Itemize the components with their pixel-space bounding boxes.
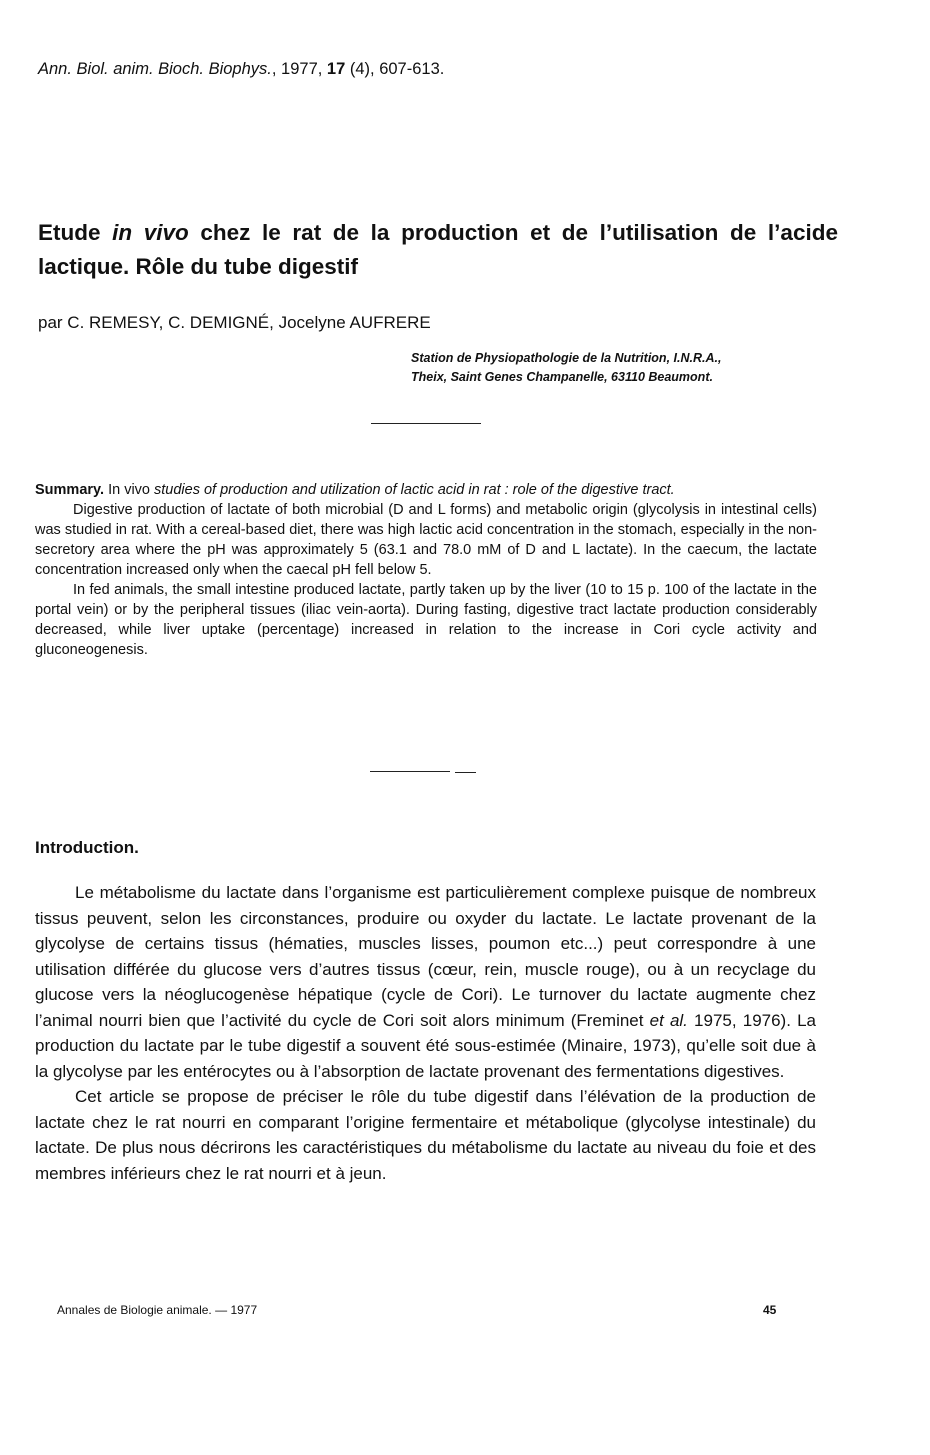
intro-p1-before: Le métabolisme du lactate dans l’organisme est particulièrement complexe puisque de nombreux tissus peuvent, selon les circonstances, produire ou oxyder du lactate. Le lactate provenant de la glycolyse de certains tissus (hématies, muscles lisses, poumon etc...) peut correspondre à une utilisation différée du glucose vers d’autres tissus (cœur, rein, muscle rouge), ou à un recyclage du glucose vers la néoglucogenèse hépatique (cycle de Cori). Le turnover du lactate augmente chez l’animal nourri bien que l’activité du cycle de Cori soit alors minimum (Freminet (35, 883, 816, 1030)
intro-p1-after: 1975, 1976). La production du lactate par le tube digestif a souvent été sous-estimée (Minaire, 1973), qu’elle soit due à la glycolyse par les entérocytes ou à l’absorption de lactate provenant des fermentations digestives. (35, 1010, 816, 1081)
intro-p1-etal: et al. (649, 1010, 688, 1030)
summary-paragraph-2: In fed animals, the small intestine produced lactate, partly taken up by the liver (10 to 15 p. 100 of the lactate in the portal vein) or by the peripheral tissues (iliac vein-aorta). During fasting, digestive tract lactate production considerably decreased, while liver uptake (percentage) increased in relation to the increase in Cori cycle activity and gluconeogenesis. (35, 582, 817, 658)
title-part-1: Etude (38, 220, 113, 245)
authors: par C. REMESY, C. DEMIGNÉ, Jocelyne AUFRERE (38, 313, 431, 332)
introduction-body (35, 880, 816, 1186)
introduction-paragraph-1 (35, 880, 816, 1084)
title-italic: in vivo (112, 220, 189, 245)
divider-rule (371, 423, 481, 424)
affiliation-line-2: Theix, Saint Genes Champanelle, 63110 Beaumont. (411, 370, 713, 384)
footer-journal: Annales de Biologie animale. — 1977 (57, 1303, 258, 1317)
introduction-heading: Introduction. (35, 838, 139, 857)
title-part-2: chez le rat de la production et de l’utilisation de l’acide lactique. Rôle du tube digestif (38, 220, 838, 279)
journal-issue-pages: (4), 607-613. (345, 60, 445, 78)
affiliation (411, 349, 721, 387)
journal-volume: 17 (326, 60, 346, 78)
journal-year: , 1977, (271, 60, 327, 78)
page-number: 45 (763, 1303, 777, 1317)
journal-reference (38, 60, 444, 79)
article-title (38, 216, 838, 284)
summary-paragraph-1: Digestive production of lactate of both microbial (D and L forms) and metabolic origin (glycolysis in intestinal cells) was studied in rat. With a cereal-based diet, there was high lactic acid concentration in the stomach, especially in the non-secretory area where the pH was approximately 5 (63.1 and 78.0 mM of D and L lactate). In the caecum, the lactate concentration increased only when the caecal pH fell below 5. (35, 502, 817, 578)
divider-rule (370, 771, 450, 772)
journal-name: Ann. Biol. anim. Bioch. Biophys. (38, 60, 272, 78)
affiliation-line-1: Station de Physiopathologie de la Nutrition, I.N.R.A., (411, 351, 722, 365)
summary-section (35, 480, 817, 660)
summary-title-line (35, 480, 817, 500)
summary-title-italic: studies of production and utilization of lactic acid in rat : role of the digestive tract. (154, 482, 675, 498)
summary-label: Summary. (35, 482, 105, 498)
divider-rule (455, 772, 476, 773)
introduction-paragraph-2: Cet article se propose de préciser le rôle du tube digestif dans l’élévation de la production de lactate chez le rat nourri en comparant l’origine fermentaire et métabolique (glycolyse intestinale) du lactate. De plus nous décrirons les caractéristiques du métabolisme du lactate au niveau du foie et des membres inférieurs chez le rat nourri et à jeun. (35, 1087, 816, 1183)
summary-title-roman: In vivo (104, 482, 155, 498)
